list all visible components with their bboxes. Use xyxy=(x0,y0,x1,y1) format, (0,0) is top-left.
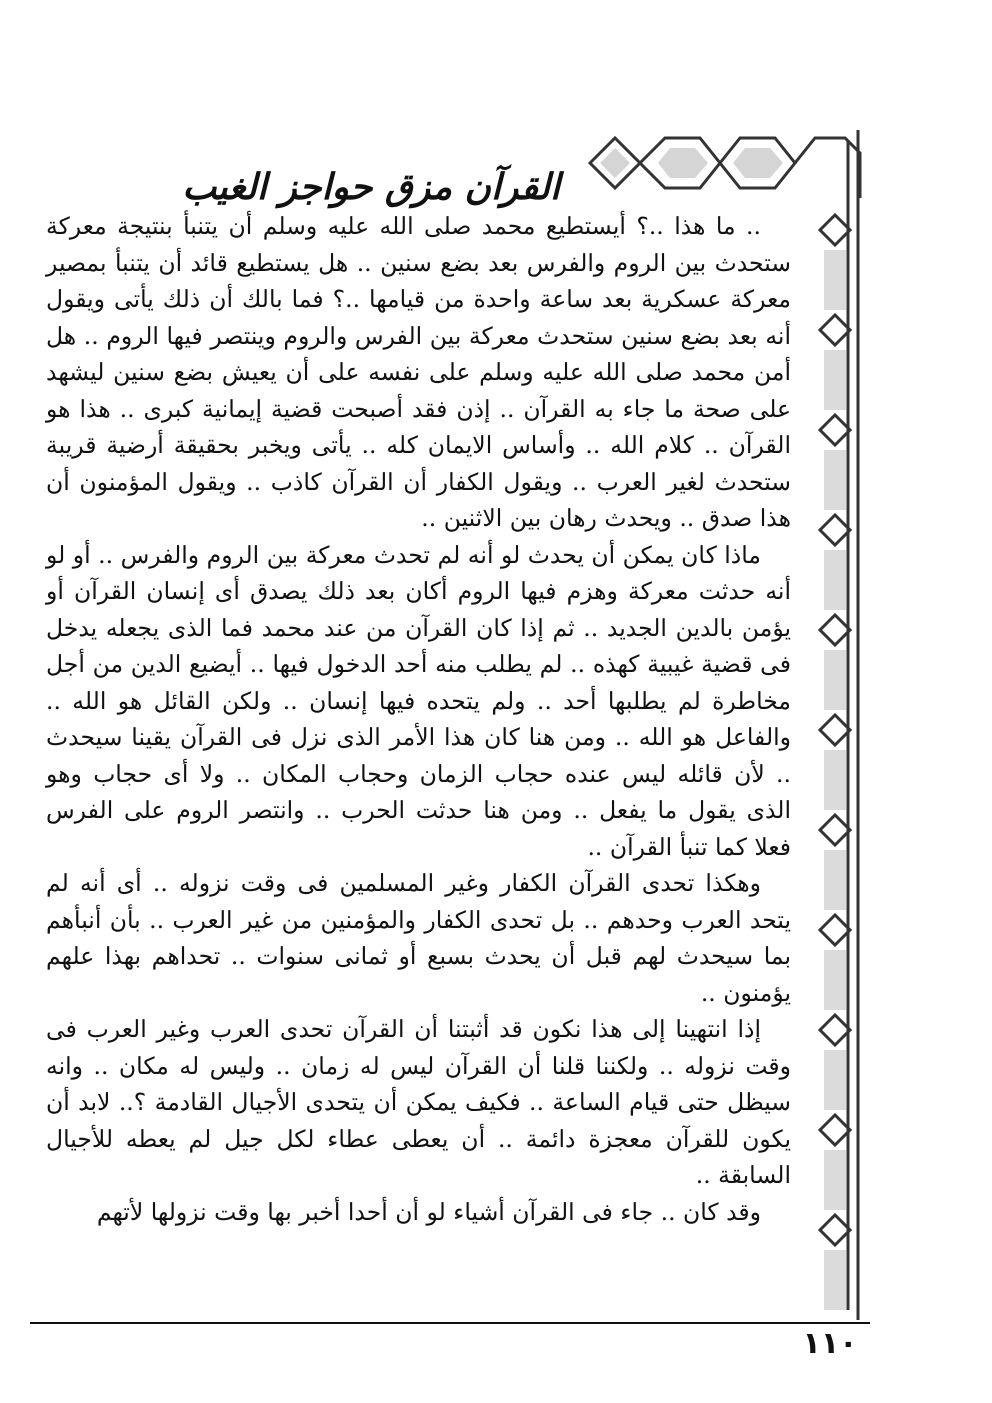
paragraph: وهكذا تحدى القرآن الكفار وغير المسلمين فى وقت نزوله .. أى أنه لم يتحد العرب وحدهم .. بل تحدى الكفار والمؤمنين من غير العرب .. بأن أنبأهم بما سيحدث لهم قبل أن يحدث بسبع أو ثمانى سنوات .. تحداهم بهذا علهم يؤمنون .. xyxy=(46,869,791,1007)
paragraph: إذا انتهينا إلى هذا نكون قد أثبتنا أن القرآن تحدى العرب وغير العرب فى وقت نزوله .. ولكننا قلنا أن القرآن ليس له زمان .. وليس له مكان .. وانه سيظل حتى قيام الساعة .. فكيف يمكن أن يتحدى الأجيال القادمة ؟.. لابد أن يكون للقرآن معجزة دائمة .. أن يعطى عطاء لكل جيل لم يعطه للأجيال السابقة .. xyxy=(46,1015,791,1189)
paragraph: ماذا كان يمكن أن يحدث لو أنه لم تحدث معركة بين الروم والفرس .. أو لو أنه حدثت معركة وهزم فيها الروم أكان بعد ذلك يصدق أى إنسان القرآن أو يؤمن بالدين الجديد .. ثم إذا كان القرآن من عند محمد فما الذى يجعله يدخل فى قضية غيبية كهذه .. لم يطلب منه أحد الدخول فيها .. أيضيع الدين من أجل مخاطرة لم يطلبها أحد .. ولم يتحده فيها إنسان .. ولكن القائل هو الله .. والفاعل هو الله .. ومن هنا كان هذا الأمر الذى نزل فى القرآن يقينا سيحدث .. لأن قائله ليس عنده حجاب الزمان وحجاب المكان .. ولا أى حجاب وهو الذى يقول ما يفعل .. ومن هنا حدثت الحرب .. وانتصر الروم على الفرس فعلا كما تنبأ القرآن .. xyxy=(46,540,791,861)
ornament-border-icon xyxy=(800,120,870,1330)
paragraph: وقد كان .. جاء فى القرآن أشياء لو أن أحدا أخبر بها وقت نزولها لأتهم xyxy=(96,1197,761,1226)
page-number: ١١٠ xyxy=(802,1326,858,1361)
footer-divider xyxy=(30,1322,870,1324)
body-text xyxy=(46,208,791,1230)
page-title: القرآن مزق حواجز الغيب xyxy=(182,167,560,209)
paragraph: .. ما هذا ..؟ أيستطيع محمد صلى الله عليه وسلم أن يتنبأ بنتيجة معركة ستحدث بين الروم والفرس بعد بضع سنين .. هل يستطيع قائد أن يتنبأ بمصير معركة عسكرية بعد ساعة واحدة من قيامها ..؟ فما بالك أن ذلك يأتى ويقول أنه بعد بضع سنين ستحدث معركة بين الفرس والروم وينتصر فيها الروم .. هل أمن محمد صلى الله عليه وسلم على نفسه على أن يعيش بضع سنين ليشهد على صحة ما جاء به القرآن .. إذن فقد أصبحت قضية إيمانية كبرى .. هذا هو القرآن .. كلام الله .. وأساس الايمان كله .. يأتى ويخبر بحقيقة أرضية قريبة ستحدث لغير العرب .. ويقول الكفار أن القرآن كاذب .. ويقول المؤمنون أن هذا صدق .. ويحدث رهان بين الاثنين .. xyxy=(46,212,791,532)
